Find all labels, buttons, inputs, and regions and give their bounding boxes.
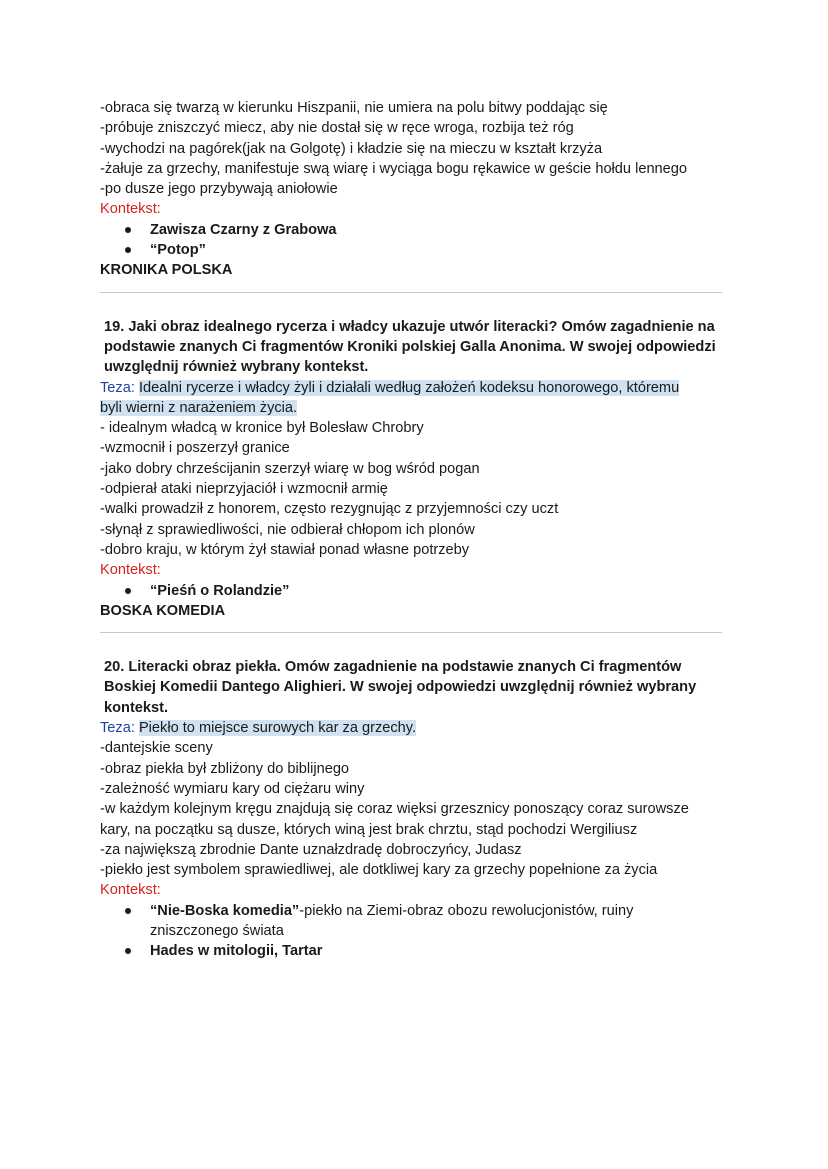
document-page (100, 98, 722, 962)
bullet-icon (125, 247, 131, 253)
text-line: -za największą zbrodnie Dante uznałzdradę dobroczyńcy, Judasz (100, 841, 522, 858)
text-line: -żałuje za grzechy, manifestuje swą wiarę i wyciąga bogu rękawice w geście hołdu lennego (100, 160, 688, 177)
section-roland-summary (100, 98, 722, 293)
section-question-19 (100, 317, 722, 633)
text-line: -obraca się twarzą w kierunku Hiszpanii, nie umiera na polu bitwy poddając się (100, 100, 608, 116)
bullet-icon (125, 908, 131, 914)
context-list (100, 901, 722, 962)
thesis-text: Piekło to miejsce surowych kar za grzechy. (138, 720, 417, 737)
text-line: -po dusze jego przybywają aniołowie (100, 181, 338, 198)
bullet-icon (125, 588, 131, 594)
context-label: Kontekst: (100, 882, 161, 899)
text-line: -obraz piekła był zbliżony do biblijnego (100, 760, 350, 777)
bullet-icon (125, 948, 131, 954)
text-line: -dantejskie sceny (100, 740, 213, 757)
text-line: -słynął z sprawiedliwości, nie odbierał chłopom ich plonów (100, 521, 475, 538)
text-line: -odpierał ataki nieprzyjaciół i wzmocnił armię (100, 481, 388, 498)
thesis-text: byli wierni z narażeniem życia. (100, 399, 298, 416)
list-item: Zawisza Czarny z Grabowa (125, 220, 722, 240)
list-item: “Nie-Boska komedia”-piekło na Ziemi-obraz obozu rewolucjonistów, ruiny zniszczonego świata (125, 901, 722, 942)
text-line: - idealnym władcą w kronice był Bolesław Chrobry (100, 420, 424, 437)
context-list (100, 581, 722, 601)
context-label: Kontekst: (100, 201, 161, 218)
list-item: “Potop” (125, 240, 722, 260)
text-line: -wzmocnił i poszerzył granice (100, 440, 290, 457)
text-line: -dobro kraju, w którym żył stawiał ponad własne potrzeby (100, 541, 470, 558)
question-title: 19. Jaki obraz idealnego rycerza i władcy ukazuje utwór literacki? Omów zagadnienie na podstawie znanych Ci fragmentów Kroniki polskiej Galla Anonima. W swojej odpowiedzi uwzględnij również wybrany kontekst. (104, 318, 716, 376)
text-line: -wychodzi na pagórek(jak na Golgotę) i kładzie się na mieczu w kształt krzyża (100, 140, 603, 157)
text-line: -zależność wymiaru kary od ciężaru winy (100, 780, 365, 797)
thesis-label: Teza: (100, 379, 135, 396)
list-item: Hades w mitologii, Tartar (125, 941, 722, 961)
section-heading: KRONIKA POLSKA (100, 262, 233, 279)
thesis-text: Idealni rycerze i władcy żyli i działali według założeń kodeksu honorowego, któremu (138, 379, 680, 396)
question-title: 20. Literacki obraz piekła. Omów zagadnienie na podstawie znanych Ci fragmentów Boskiej Komedii Dantego Alighieri. W swojej odpowiedzi uwzględnij również wybrany kontekst. (104, 659, 697, 716)
text-line: -jako dobry chrześcijanin szerzył wiarę w bog wśród pogan (100, 460, 480, 477)
thesis-label: Teza: (100, 720, 135, 737)
section-question-20 (100, 657, 722, 961)
context-list (100, 220, 722, 261)
text-line: -walki prowadził z honorem, często rezygnując z przyjemności czy uczt (100, 501, 559, 518)
section-heading: BOSKA KOMEDIA (100, 602, 226, 619)
text-line: -piekło jest symbolem sprawiedliwej, ale dotkliwej kary za grzechy popełnione za życia (100, 862, 658, 879)
text-line: -próbuje zniszczyć miecz, aby nie dostał się w ręce wroga, rozbija też róg (100, 120, 574, 137)
bullet-icon (125, 227, 131, 233)
list-item: “Pieśń o Rolandzie” (125, 581, 722, 601)
context-label: Kontekst: (100, 562, 161, 579)
text-line: -w każdym kolejnym kręgu znajdują się coraz więksi grzesznicy ponoszący coraz surowsze kary, na początku są dusze, których winą jest brak chrztu, stąd pochodzi Wergiliusz (100, 801, 689, 838)
